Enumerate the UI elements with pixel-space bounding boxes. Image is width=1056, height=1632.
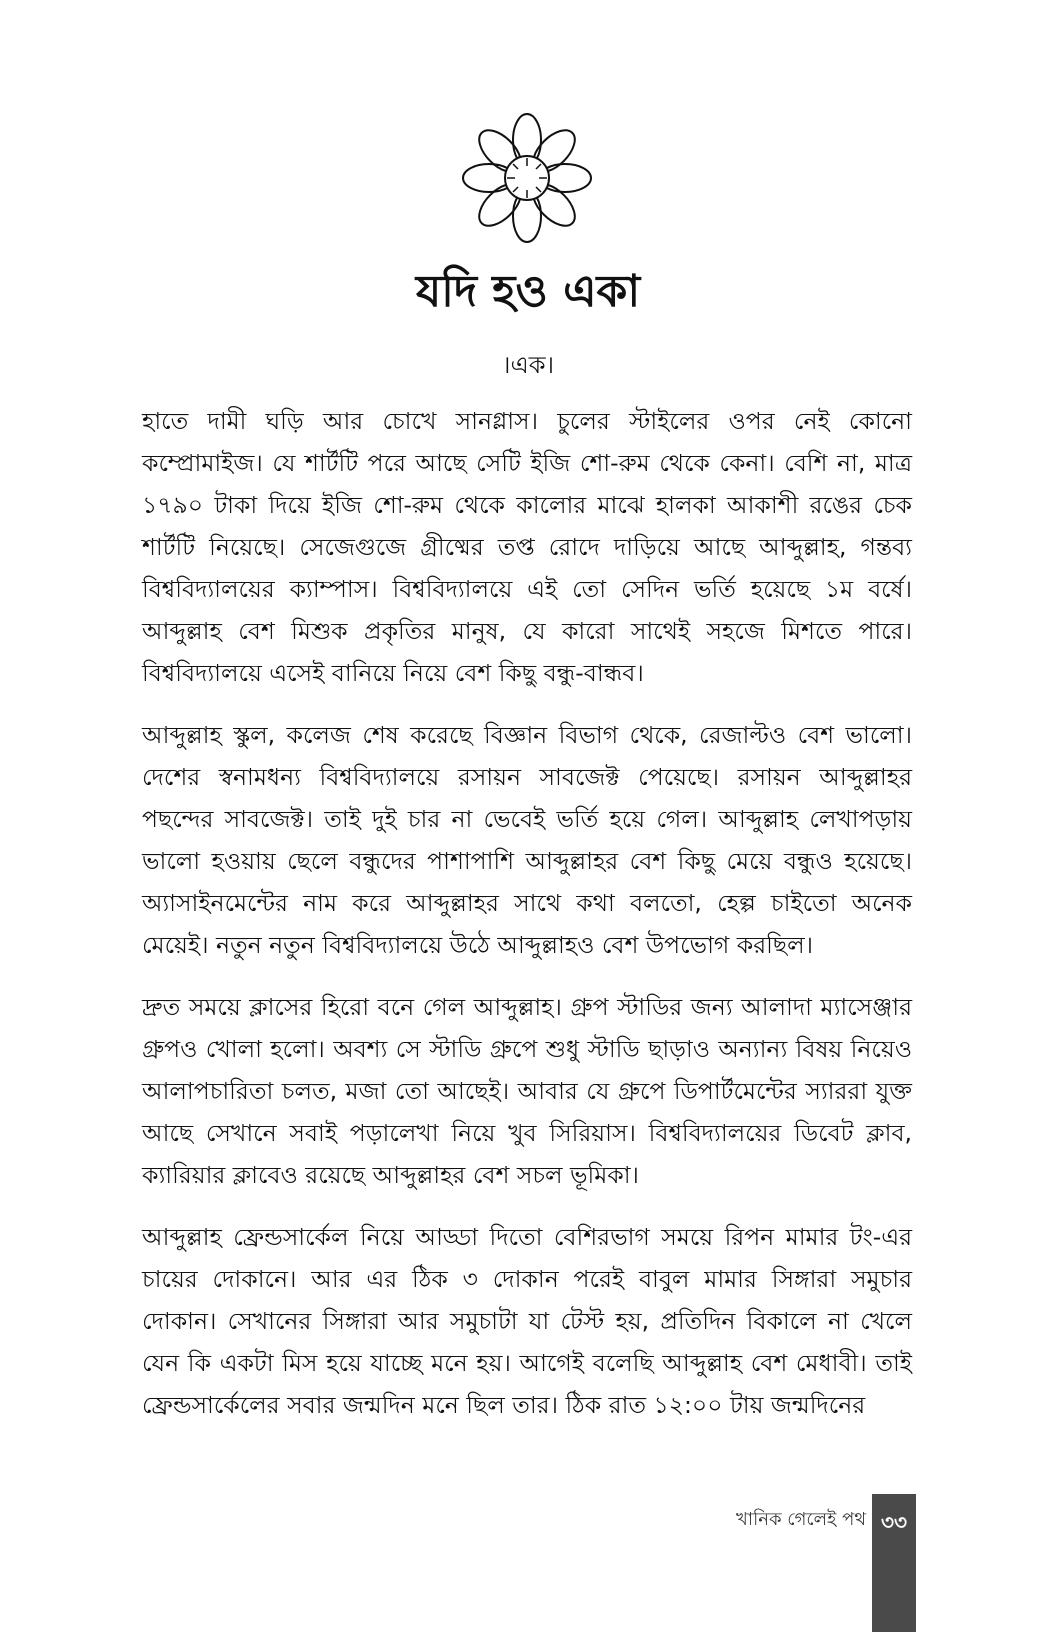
body-text — [142, 400, 912, 1446]
paragraph: আব্দুল্লাহ স্কুল, কলেজ শেষ করেছে বিজ্ঞান বিভাগ থেকে, রেজাল্টও বেশ ভালো। দেশের স্বনামধন্য বিশ্ববিদ্যালয়ে রসায়ন সাবজেক্ট পেয়েছে। রসায়ন আব্দুল্লাহর পছন্দের সাবজেক্ট। তাই দুই চার না ভেবেই ভর্তি হয়ে গেল। আব্দুল্লাহ লেখাপড়ায় ভালো হওয়ায় ছেলে বন্ধুদের পাশাপাশি আব্দুল্লাহর বেশ কিছু মেয়ে বন্ধুও হয়েছে। অ্যাসাইনমেন্টের নাম করে আব্দুল্লাহর সাথে কথা বলতো, হেল্প চাইতো অনেক মেয়েই। নতুন নতুন বিশ্ববিদ্যালয়ে উঠে আব্দুল্লাহও বেশ উপভোগ করছিল। — [142, 721, 912, 959]
page-number: ৩৩ — [880, 1510, 907, 1534]
chapter-number: ।এক। — [501, 351, 555, 379]
flower-icon — [457, 108, 597, 248]
chapter-title: যদি হও একা — [415, 266, 641, 317]
paragraph: হাতে দামী ঘড়ি আর চোখে সানগ্লাস। চুলের স্টাইলের ওপর নেই কোনো কম্প্রোমাইজ। যে শার্টটি পরে আছে সেটি ইজি শো-রুম থেকে কেনা। বেশি না, মাত্র ১৭৯০ টাকা দিয়ে ইজি শো-রুম থেকে কালোর মাঝে হালকা আকাশী রঙের চেক শার্টটি নিয়েছে। সেজেগুজে গ্রীষ্মের তপ্ত রোদে দাড়িয়ে আছে আব্দুল্লাহ, গন্তব্য বিশ্ববিদ্যালয়ের ক্যাম্পাস। বিশ্ববিদ্যালয়ে এই তো সেদিন ভর্তি হয়েছে ১ম বর্ষে। আব্দুল্লাহ বেশ মিশুক প্রকৃতির মানুষ, যে কারো সাথেই সহজে মিশতে পারে। বিশ্ববিদ্যালয়ে এসেই বানিয়ে নিয়ে বেশ কিছু বন্ধু-বান্ধব। — [142, 407, 912, 687]
paragraph: দ্রুত সময়ে ক্লাসের হিরো বনে গেল আব্দুল্লাহ। গ্রুপ স্টাডির জন্য আলাদা ম্যাসেঞ্জার গ্রুপও খোলা হলো। অবশ্য সে স্টাডি গ্রুপে শুধু স্টাডি ছাড়াও অন্যান্য বিষয় নিয়েও আলাপচারিতা চলত, মজা তো আছেই। আবার যে গ্রুপে ডিপার্টমেন্টের স্যাররা যুক্ত আছে সেখানে সবাই পড়ালেখা নিয়ে খুব সিরিয়াস। বিশ্ববিদ্যালয়ের ডিবেট ক্লাব, ক্যারিয়ার ক্লাবেও রয়েছে আব্দুল্লাহর বেশ সচল ভূমিকা। — [142, 993, 912, 1189]
book-title-footer: খানিক গেলেই পথ — [736, 1509, 866, 1530]
paragraph: আব্দুল্লাহ ফ্রেন্ডসার্কেল নিয়ে আড্ডা দিতো বেশিরভাগ সময়ে রিপন মামার টং-এর চায়ের দোকানে। আর এর ঠিক ৩ দোকান পরেই বাবুল মামার সিঙ্গারা সমুচার দোকান। সেখানের সিঙ্গারা আর সমুচাটা যা টেস্ট হয়, প্রতিদিন বিকালে না খেলে যেন কি একটা মিস হয়ে যাচ্ছে মনে হয়। আগেই বলেছি আব্দুল্লাহ বেশ মেধাবী। তাই ফ্রেন্ডসার্কেলের সবার জন্মদিন মনে ছিল তার। ঠিক রাত ১২:০০ টায় জন্মদিনের — [142, 1223, 912, 1419]
page-number-tab — [872, 1494, 916, 1632]
